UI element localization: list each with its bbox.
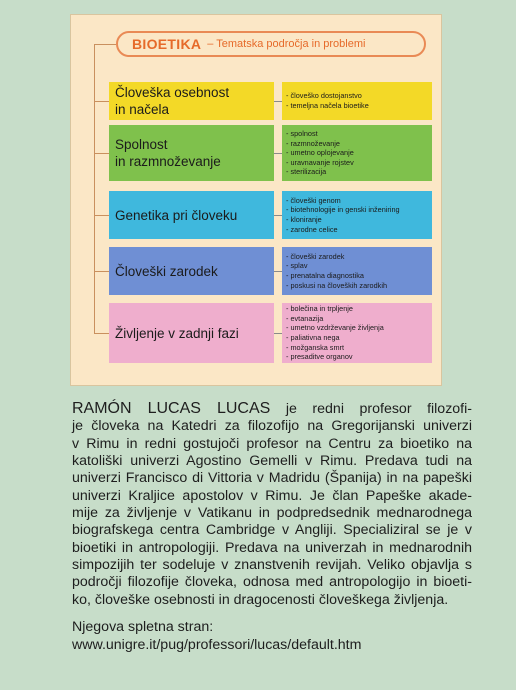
subtopic-box [282, 247, 432, 295]
bio-line: je človeka na Katedri za filozofijo na Gregorijanski univerzi [72, 418, 472, 435]
topic-label: Genetika pri človeku [115, 207, 238, 223]
topic-label: in načela [115, 102, 170, 117]
website-url: www.unigre.it/pug/professori/lucas/default.htm [72, 636, 362, 653]
bio-line: univerzi Kraljice apostolov v Rimu. Je član Papeške akade- [72, 487, 472, 504]
subtopic-box [282, 125, 432, 181]
subtopic-item: - paliativna nega [286, 333, 384, 343]
author-biography [72, 400, 472, 609]
author-name: RAMÓN LUCAS LUCAS [72, 400, 271, 417]
topic-label: Človeška osebnost [115, 85, 230, 100]
bio-line: katoliški univerzi Agostino Gemelli v Rimu. Predava tudi na [72, 453, 472, 470]
subtopic-item: - človeško dostojanstvo [286, 91, 369, 101]
branch-line [94, 333, 109, 334]
bio-text: je redni profesor filozofi- [270, 401, 473, 417]
subtopic-item: - presaditve organov [286, 352, 384, 362]
subtopic-item: - temeljna načela bioetike [286, 101, 369, 111]
subtopic-box [282, 303, 432, 363]
diagram-subtitle: – Tematska področja in problemi [207, 38, 366, 50]
topic-box [109, 125, 274, 181]
diagram-title-box [116, 31, 426, 57]
topic-label: Življenje v zadnji fazi [115, 325, 239, 341]
bio-line: ko, človeške osebnosti in dragocenosti človeškega življenja. [72, 591, 449, 608]
subtopic-item: - evtanazija [286, 314, 384, 324]
bio-line: bioetiki in antropologiji. Predava na univerzah in mednarodnih [72, 539, 472, 556]
topic-label: Spolnost [115, 137, 168, 152]
topic-item-link [274, 215, 282, 216]
topic-item-link [274, 101, 282, 102]
topic-item-link [274, 271, 282, 272]
branch-line [94, 101, 109, 102]
subtopic-item: - človeški genom [286, 196, 400, 206]
subtopic-item: - bolečina in trpljenje [286, 304, 384, 314]
topic-box [109, 303, 274, 363]
topic-item-link [274, 153, 282, 154]
website-label: Njegova spletna stran: [72, 619, 214, 635]
branch-line [94, 153, 109, 154]
tree-top-line [94, 44, 116, 45]
tree-trunk-line [94, 44, 95, 333]
bio-line: univerzi Francisco di Vittoria v Madridu (Španija) in na papeški [72, 470, 472, 487]
subtopic-box [282, 191, 432, 239]
subtopic-item: - prenatalna diagnostika [286, 271, 387, 281]
branch-line [94, 215, 109, 216]
website-info [72, 619, 472, 654]
bio-line [72, 400, 472, 418]
branch-line [94, 271, 109, 272]
subtopic-item: - možganska smrt [286, 343, 384, 353]
topic-box [109, 247, 274, 295]
bio-line: mije za življenje v Vatikanu in podpredsednik mednarodnega [72, 505, 472, 522]
bio-line: biografskega centra Cambridge v Angliji. Specializiral se je v [72, 522, 472, 539]
subtopic-item: - človeški zarodek [286, 252, 387, 262]
topic-box [109, 82, 274, 120]
subtopic-item: - splav [286, 261, 387, 271]
subtopic-item: - zarodne celice [286, 225, 400, 235]
subtopic-item: - razmnoževanje [286, 139, 354, 149]
bioethics-diagram [70, 14, 442, 386]
bio-line: področji filozofije človeka, odnosa med antropologijo in bioeti- [72, 574, 472, 591]
subtopic-item: - umetno oplojevanje [286, 148, 354, 158]
subtopic-item: - biotehnologije in genski inženiring [286, 205, 400, 215]
topic-label: Človeški zarodek [115, 263, 218, 279]
subtopic-item: - sterilizacija [286, 167, 354, 177]
topic-label: in razmnoževanje [115, 154, 221, 169]
subtopic-item: - poskusi na človeških zarodkih [286, 281, 387, 291]
subtopic-item: - uravnavanje rojstev [286, 158, 354, 168]
bio-line: v Rimu in redni gostujoči profesor na Centru za bioetiko na [72, 435, 472, 452]
subtopic-item: - kloniranje [286, 215, 400, 225]
subtopic-box [282, 82, 432, 120]
diagram-title: BIOETIKA [132, 36, 202, 52]
subtopic-item: - spolnost [286, 129, 354, 139]
bio-line: simpozijih ter sodeluje v znanstvenih revijah. Veliko objavlja s [72, 557, 472, 574]
topic-box [109, 191, 274, 239]
subtopic-item: - umetno vzdrževanje življenja [286, 323, 384, 333]
topic-item-link [274, 333, 282, 334]
